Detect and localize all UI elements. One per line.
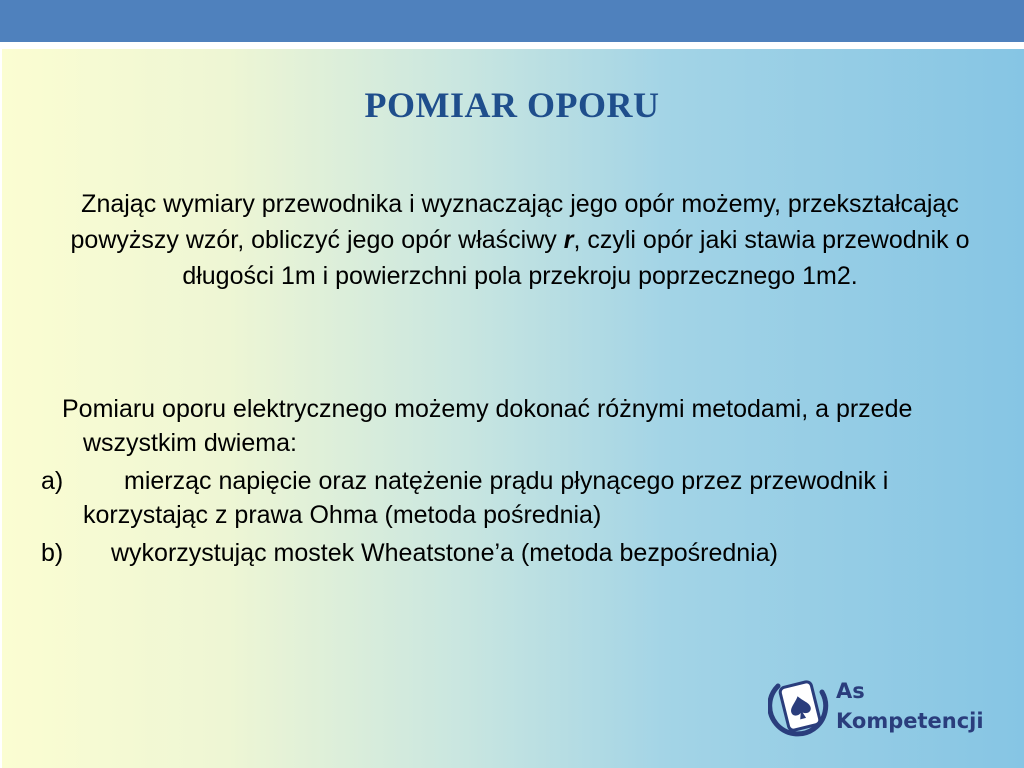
paragraph-methods — [41, 392, 962, 570]
paragraph-text-part1: Znając wymiary przewodnika i wyznaczając jego opór możemy, przekształcając powyższy wzór, obliczyć jego opór właściwy — [70, 190, 959, 254]
logo-line2: Kompetencji — [836, 709, 984, 733]
methods-intro: Pomiaru oporu elektrycznego możemy dokonać różnymi metodami, a przede wszystkim dwiema: — [62, 395, 913, 457]
logo-text — [836, 676, 984, 736]
playing-card-spade-icon — [768, 672, 832, 744]
list-marker-a: a) — [41, 467, 64, 495]
resistivity-symbol: r — [563, 226, 574, 254]
slide-title: POMIAR OPORU — [364, 85, 660, 125]
list-text-b: wykorzystując mostek Wheatstone’a (metoda bezpośrednia) — [111, 539, 778, 567]
list-marker-b: b) — [41, 539, 64, 567]
list-item-a — [41, 464, 962, 532]
paragraph-text-part2: , czyli opór jaki stawia przewodnik o długości 1m i powierzchni pola przekroju poprzecznego 1m2. — [182, 226, 970, 290]
list-text-a: mierząc napięcie oraz natężenie prądu płynącego przez przewodnik i korzystając z prawa Ohma (metoda pośrednia) — [83, 467, 889, 529]
top-bar — [0, 0, 1024, 42]
paragraph-resistivity — [70, 186, 970, 294]
list-item-b — [41, 536, 962, 570]
logo-line1: As — [836, 679, 865, 703]
logo — [768, 672, 1008, 752]
